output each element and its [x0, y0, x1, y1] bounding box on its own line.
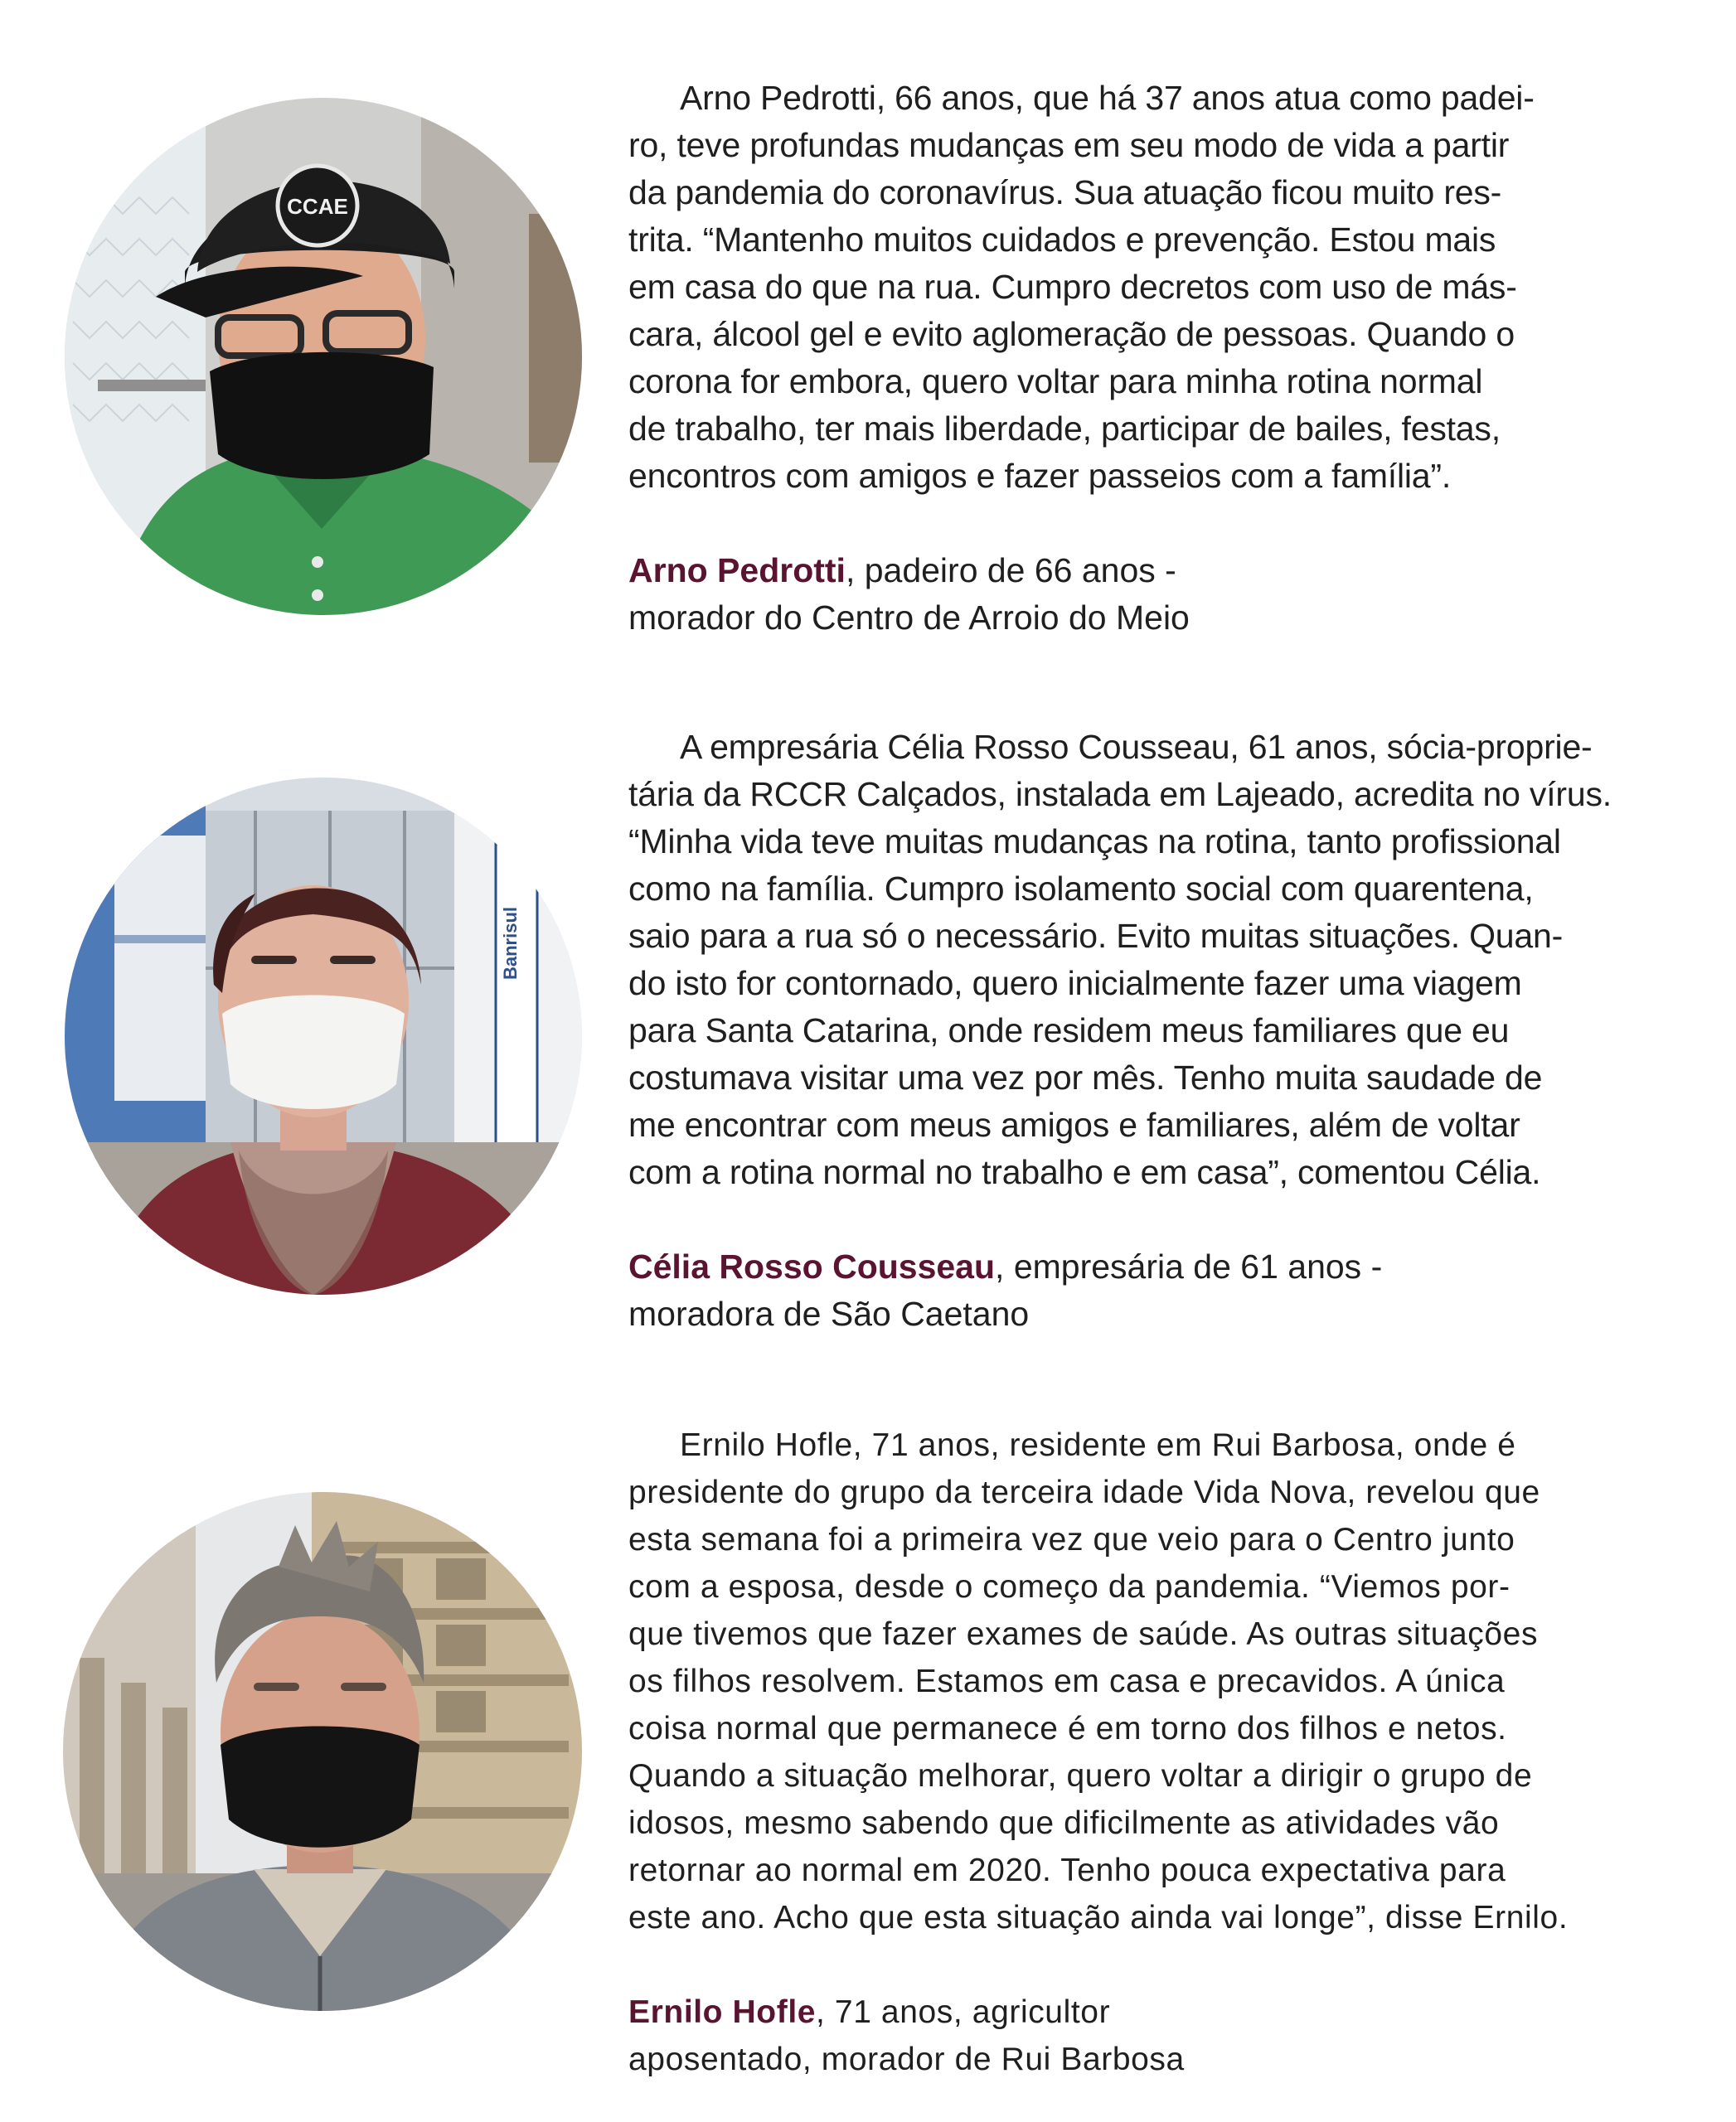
quote-line: me encontrar com meus amigos e familiares, além de voltar: [628, 1106, 1520, 1144]
quote-line: A empresária Célia Rosso Cousseau, 61 anos, sócia-proprie-: [680, 728, 1593, 766]
quote-line: esta semana foi a primeira vez que veio para o Centro junto: [628, 1522, 1515, 1558]
quote-line: como na família. Cumpro isolamento social com quarentena,: [628, 870, 1534, 908]
quote-line: de trabalho, ter mais liberdade, participar de bailes, festas,: [628, 409, 1501, 448]
quote-line: em casa do que na rua. Cumpro decretos com uso de más-: [628, 268, 1517, 306]
quote-line: cara, álcool gel e evito aglomeração de pessoas. Quando o: [628, 315, 1515, 353]
quote-line: os filhos resolvem. Estamos em casa e precavidos. A única: [628, 1664, 1506, 1699]
bank-sign-text: Banrisul: [500, 906, 521, 981]
quote-line: retornar ao normal em 2020. Tenho pouca expectativa para: [628, 1853, 1506, 1888]
credit-description: , padeiro de 66 anos -: [845, 551, 1176, 589]
quote-line: com a esposa, desde o começo da pandemia. “Viemos por-: [628, 1569, 1511, 1605]
credit-location: moradora de São Caetano: [628, 1295, 1030, 1333]
quote-line: para Santa Catarina, onde residem meus familiares que eu: [628, 1011, 1510, 1049]
portrait-ernilo-hofle: [63, 1492, 582, 2011]
cap-logo-text: CCAE: [287, 194, 348, 219]
credit-description: , empresária de 61 anos -: [995, 1248, 1383, 1286]
credit-arno: [628, 547, 1698, 642]
quote-line: corona for embora, quero voltar para minha rotina normal: [628, 362, 1483, 400]
credit-name: Arno Pedrotti: [628, 551, 846, 589]
quote-line: “Minha vida teve muitas mudanças na rotina, tanto profissional: [628, 822, 1561, 860]
credit-name: Ernilo Hofle: [628, 1994, 817, 2030]
quote-line: coisa normal que permanece é em torno dos filhos e netos.: [628, 1711, 1507, 1747]
credit-name: Célia Rosso Cousseau: [628, 1248, 996, 1286]
quote-line: Quando a situação melhorar, quero voltar a dirigir o grupo de: [628, 1758, 1533, 1794]
quote-block-arno: [628, 75, 1698, 642]
quote-line: presidente do grupo da terceira idade Vida Nova, revelou que: [628, 1475, 1540, 1510]
quote-line: saio para a rua só o necessário. Evito muitas situações. Quan-: [628, 917, 1564, 955]
credit-location: aposentado, morador de Rui Barbosa: [628, 2042, 1185, 2077]
portrait-celia-image: [65, 778, 582, 1295]
credit-ernilo: [628, 1989, 1698, 2083]
quote-line: costumava visitar uma vez por mês. Tenho muita saudade de: [628, 1059, 1543, 1097]
portrait-arno-image: [65, 98, 582, 615]
quote-line: Arno Pedrotti, 66 anos, que há 37 anos atua como padei-: [680, 79, 1535, 117]
quote-line: Ernilo Hofle, 71 anos, residente em Rui Barbosa, onde é: [680, 1427, 1516, 1463]
credit-location: morador do Centro de Arroio do Meio: [628, 598, 1190, 637]
quote-line: ro, teve profundas mudanças em seu modo de vida a partir: [628, 126, 1510, 164]
credit-description: , 71 anos, agricultor: [816, 1994, 1111, 2030]
quote-line: este ano. Acho que esta situação ainda vai longe”, disse Ernilo.: [628, 1900, 1569, 1935]
quote-line: idosos, mesmo sabendo que dificilmente as atividades vão: [628, 1805, 1500, 1841]
portrait-celia-rosso-cousseau: [65, 778, 582, 1295]
quote-line: encontros com amigos e fazer passeios com a família”.: [628, 457, 1452, 495]
quote-line: tária da RCCR Calçados, instalada em Lajeado, acredita no vírus.: [628, 775, 1612, 813]
portrait-ernilo-image: [63, 1492, 582, 2011]
quote-line: trita. “Mantenho muitos cuidados e prevenção. Estou mais: [628, 220, 1496, 259]
quote-line: do isto for contornado, quero inicialmente fazer uma viagem: [628, 964, 1522, 1002]
quote-line: da pandemia do coronavírus. Sua atuação ficou muito res-: [628, 173, 1502, 211]
quote-block-celia: [628, 724, 1698, 1338]
quote-line: com a rotina normal no trabalho e em casa”, comentou Célia.: [628, 1153, 1541, 1191]
quote-line: que tivemos que fazer exames de saúde. As outras situações: [628, 1616, 1539, 1652]
portrait-arno-pedrotti: [65, 98, 582, 615]
credit-celia: [628, 1243, 1698, 1338]
quote-block-ernilo: [628, 1422, 1698, 2083]
